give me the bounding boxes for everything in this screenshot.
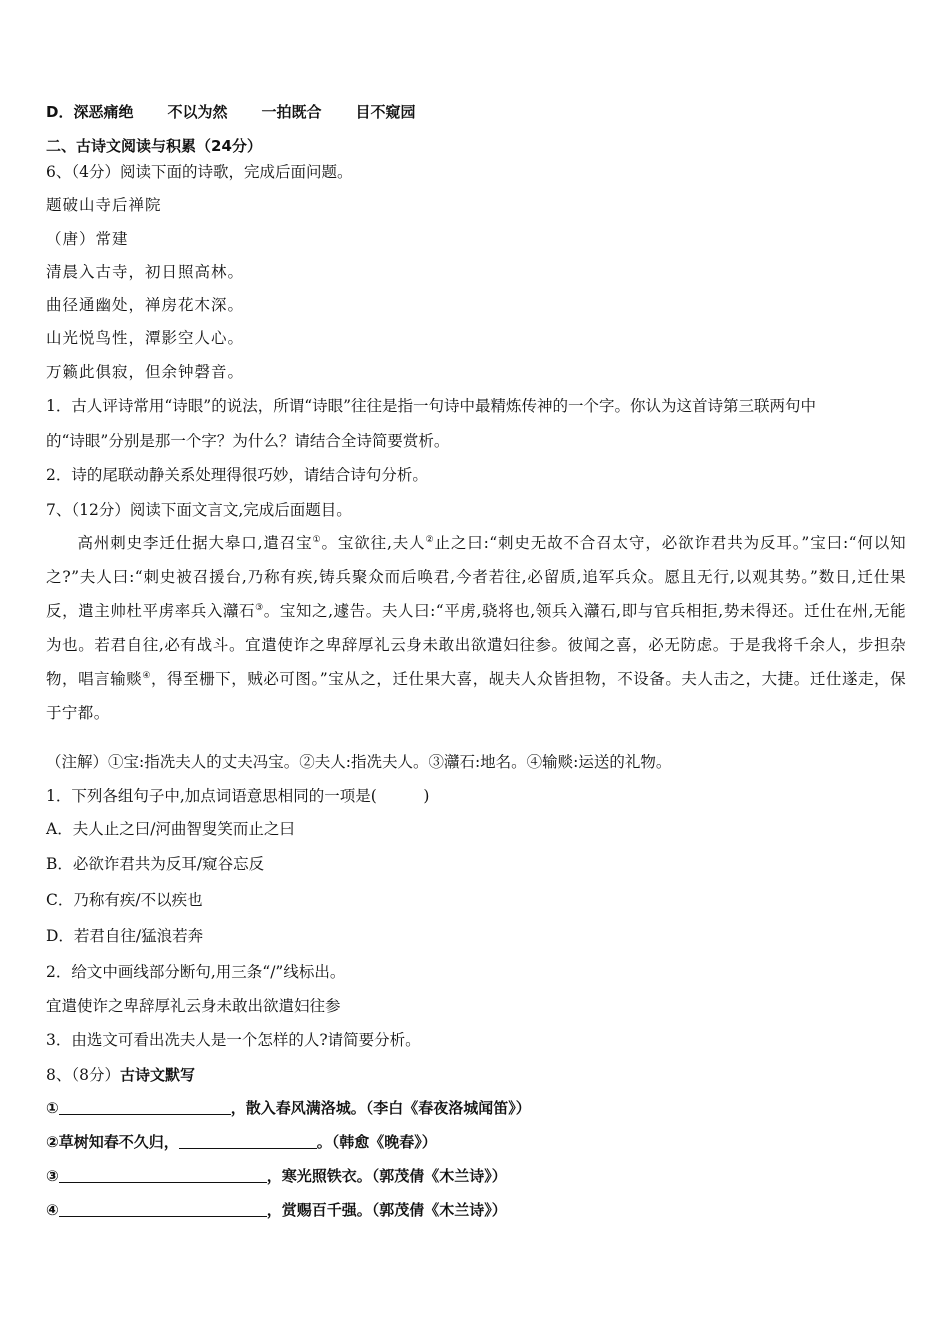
q7-number: 7、 bbox=[46, 501, 72, 519]
passage-part-1: 高州刺史李迁仕据大皋口,遣召宝 bbox=[77, 534, 313, 552]
answer-blank[interactable] bbox=[59, 1202, 267, 1217]
option-d-word-3: 一拍既合 bbox=[261, 103, 322, 121]
passage-part-2: 。宝欲往,夫人 bbox=[321, 534, 426, 552]
poem-line-2: 曲径通幽处，禅房花木深。 bbox=[46, 296, 245, 314]
option-d-row bbox=[46, 102, 416, 122]
passage-part-3: 止之曰:“刺史无故不合召太守，必欲诈君共为反耳。”宝曰:“何以知之?”夫人曰:“刺史被召援台,乃称有疾,铸兵聚众而后唤君,今者若往,必留质,追军兵众。愿且无行,以观其势。”数日,迁仕果反，遣主帅杜平虏率兵入灨石 bbox=[46, 534, 907, 620]
dictation-item-4 bbox=[46, 1200, 507, 1220]
item-after: 。（韩愈《晚春》） bbox=[316, 1133, 437, 1151]
q6-intro bbox=[46, 162, 353, 182]
item-mark: ④ bbox=[46, 1201, 59, 1219]
item-before: 草树知春不久归， bbox=[58, 1133, 179, 1151]
q7-sub2-stem: 2．给文中画线部分断句,用三条“/”线标出。 bbox=[46, 963, 346, 981]
passage-part-4: 。宝知之,遽告。夫人曰:“平虏,骁将也,领兵入灨石,即与官兵相拒,势未得还。迁仕在州,无能为也。若君自往,必有战斗。宜遣使诈之卑辞厚礼云身未敢出欲遣妇往参。彼闻之喜，必无防虑。于是我将千余人，步担杂物，唱言输赕 bbox=[46, 602, 906, 688]
item-after: ，赏赐百千强。（郭茂倩《木兰诗》） bbox=[266, 1201, 507, 1219]
option-d-label: D． bbox=[46, 103, 74, 121]
q7-option-a: A．夫人止之曰/河曲智叟笑而止之曰 bbox=[46, 820, 295, 838]
q7-option-d: D．若君自往/猛浪若奔 bbox=[46, 927, 204, 945]
dictation-item-1 bbox=[46, 1098, 531, 1118]
q7-sub2-text: 宜遣使诈之卑辞厚礼云身未敢出欲遣妇往参 bbox=[46, 997, 341, 1015]
answer-blank[interactable] bbox=[59, 1168, 267, 1183]
q6-sub1-line1: 1．古人评诗常用“诗眼”的说法，所谓“诗眼”往往是指一句诗中最精炼传神的一个字。你认为这首诗第三联两句中 bbox=[46, 397, 817, 415]
item-after: ，寒光照铁衣。（郭茂倩《木兰诗》） bbox=[266, 1167, 507, 1185]
poem-line-4: 万籁此俱寂，但余钟磬音。 bbox=[46, 363, 245, 381]
q8-heading bbox=[46, 1065, 195, 1085]
poem-title: 题破山寺后禅院 bbox=[46, 196, 162, 214]
q7-notes: （注解）①宝:指冼夫人的丈夫冯宝。②夫人:指冼夫人。③灨石:地名。④输赕:运送的礼物。 bbox=[46, 753, 672, 771]
section-heading: 二、古诗文阅读与积累（24分） bbox=[46, 137, 262, 155]
dictation-item-3 bbox=[46, 1166, 507, 1186]
item-mark: ③ bbox=[46, 1167, 59, 1185]
q6-intro-text: （4分）阅读下面的诗歌，完成后面问题。 bbox=[71, 163, 353, 181]
q8-number: 8、 bbox=[46, 1066, 72, 1084]
q7-option-b: B．必欲诈君共为反耳/窥谷忘反 bbox=[46, 855, 265, 873]
q6-sub1-line2: 的“诗眼”分别是那一个字？为什么？请结合全诗简要赏析。 bbox=[46, 432, 450, 450]
option-d-word-4: 目不窥园 bbox=[355, 103, 416, 121]
q6-number: 6、 bbox=[46, 163, 72, 181]
q7-sub1-stem: 1．下列各组句子中,加点词语意思相同的一项是( ) bbox=[46, 787, 430, 805]
note-ref-4: ④ bbox=[142, 670, 151, 681]
q8-points: （8分） bbox=[71, 1066, 120, 1084]
q7-passage bbox=[46, 526, 906, 730]
q6-sub2: 2．诗的尾联动静关系处理得很巧妙，请结合诗句分析。 bbox=[46, 466, 428, 484]
answer-blank[interactable] bbox=[179, 1134, 317, 1149]
item-mark: ② bbox=[46, 1133, 59, 1151]
q7-intro bbox=[46, 500, 352, 520]
answer-blank[interactable] bbox=[59, 1100, 231, 1115]
dictation-item-2 bbox=[46, 1132, 437, 1152]
note-ref-2: ② bbox=[425, 534, 435, 545]
option-d-word-2: 不以为然 bbox=[167, 103, 228, 121]
note-ref-1: ① bbox=[312, 534, 322, 545]
poem-line-3: 山光悦鸟性，潭影空人心。 bbox=[46, 329, 245, 347]
poem-author: （唐）常建 bbox=[46, 230, 129, 248]
option-d-word-1: 深恶痛绝 bbox=[73, 103, 134, 121]
note-ref-3: ③ bbox=[255, 602, 264, 613]
passage-part-5: ，得至栅下，贼必可图。”宝从之，迁仕果大喜，觇夫人众皆担物，不设备。夫人击之，大捷。迁仕遂走，保于宁都。 bbox=[46, 670, 906, 722]
q8-title: 古诗文默写 bbox=[120, 1066, 196, 1084]
item-mark: ① bbox=[46, 1099, 59, 1117]
q7-option-c: C．乃称有疾/不以疾也 bbox=[46, 891, 203, 909]
q7-intro-text: （12分）阅读下面文言文,完成后面题目。 bbox=[71, 501, 352, 519]
q7-sub3-stem: 3．由选文可看出冼夫人是一个怎样的人?请简要分析。 bbox=[46, 1031, 421, 1049]
poem-line-1: 清晨入古寺，初日照高林。 bbox=[46, 263, 245, 281]
item-after: ，散入春风满洛城。（李白《春夜洛城闻笛》） bbox=[230, 1099, 531, 1117]
